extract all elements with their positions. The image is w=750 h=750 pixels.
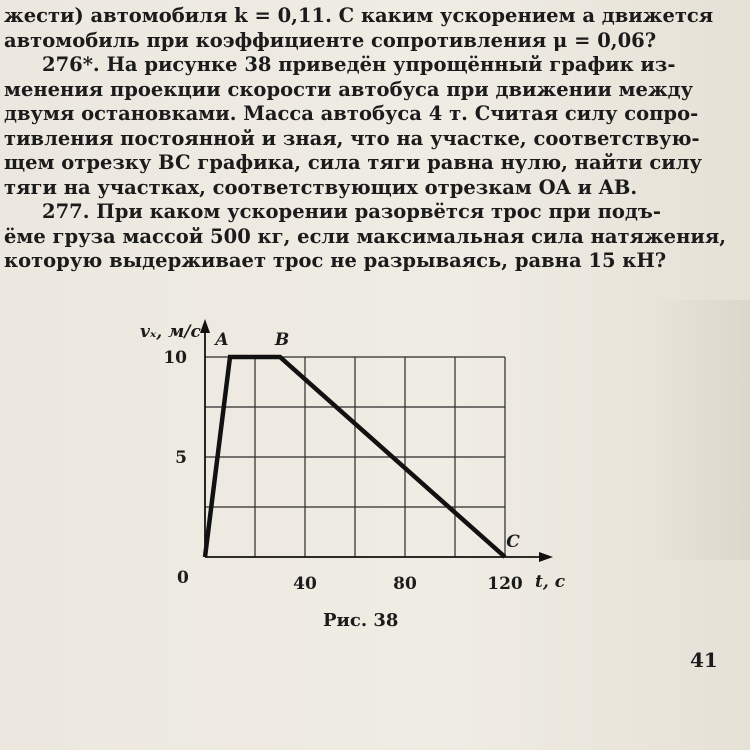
y-axis-label: vₓ, м/с bbox=[140, 322, 201, 342]
x-axis-arrow bbox=[539, 552, 553, 562]
problem-276-heading: 276*. На рисунке 38 приведён упрощённый график из- bbox=[42, 53, 676, 76]
x-tick-label: 120 bbox=[487, 574, 523, 594]
point-label-b: B bbox=[274, 330, 290, 350]
problem-277-heading: 277. При каком ускорении разорвётся трос при подъ- bbox=[42, 200, 661, 223]
point-label-a: A bbox=[215, 330, 229, 350]
text-line: которую выдерживает трос не разрываясь, равна 15 кН? bbox=[4, 249, 667, 272]
chart-point-labels bbox=[213, 330, 520, 552]
text-line: жести) автомобиля k = 0,11. С каким ускорением a движется bbox=[4, 4, 714, 27]
show-through-shadow bbox=[650, 300, 750, 560]
text-line: щем отрезку BC графика, сила тяги равна нулю, найти силу bbox=[4, 151, 702, 174]
text-line: ёме груза массой 500 кг, если максимальная сила натяжения, bbox=[4, 224, 727, 248]
origin-label: 0 bbox=[177, 568, 189, 588]
y-tick-label: 5 bbox=[175, 448, 187, 468]
text-line: двумя остановками. Масса автобуса 4 т. Считая силу сопро- bbox=[4, 102, 699, 125]
y-tick-label: 10 bbox=[163, 348, 187, 368]
text-line: менения проекции скорости автобуса при движении между bbox=[4, 77, 694, 101]
text-line: автомобиль при коэффициенте сопротивления μ = 0,06? bbox=[4, 28, 657, 52]
x-tick-label: 80 bbox=[393, 574, 417, 594]
point-label-c: C bbox=[506, 532, 520, 552]
problem-text bbox=[4, 4, 727, 274]
velocity-time-chart bbox=[110, 310, 590, 610]
chart-grid bbox=[205, 357, 505, 557]
page-number: 41 bbox=[690, 648, 718, 672]
y-axis-arrow bbox=[200, 319, 210, 333]
x-axis-label: t, с bbox=[535, 572, 566, 592]
text-line: тяги на участках, соответствующих отрезкам OA и AB. bbox=[4, 175, 638, 199]
figure-caption: Рис. 38 bbox=[323, 610, 399, 631]
x-tick-label: 40 bbox=[293, 574, 317, 594]
text-line: тивления постоянной и зная, что на участке, соответствую- bbox=[4, 126, 700, 150]
